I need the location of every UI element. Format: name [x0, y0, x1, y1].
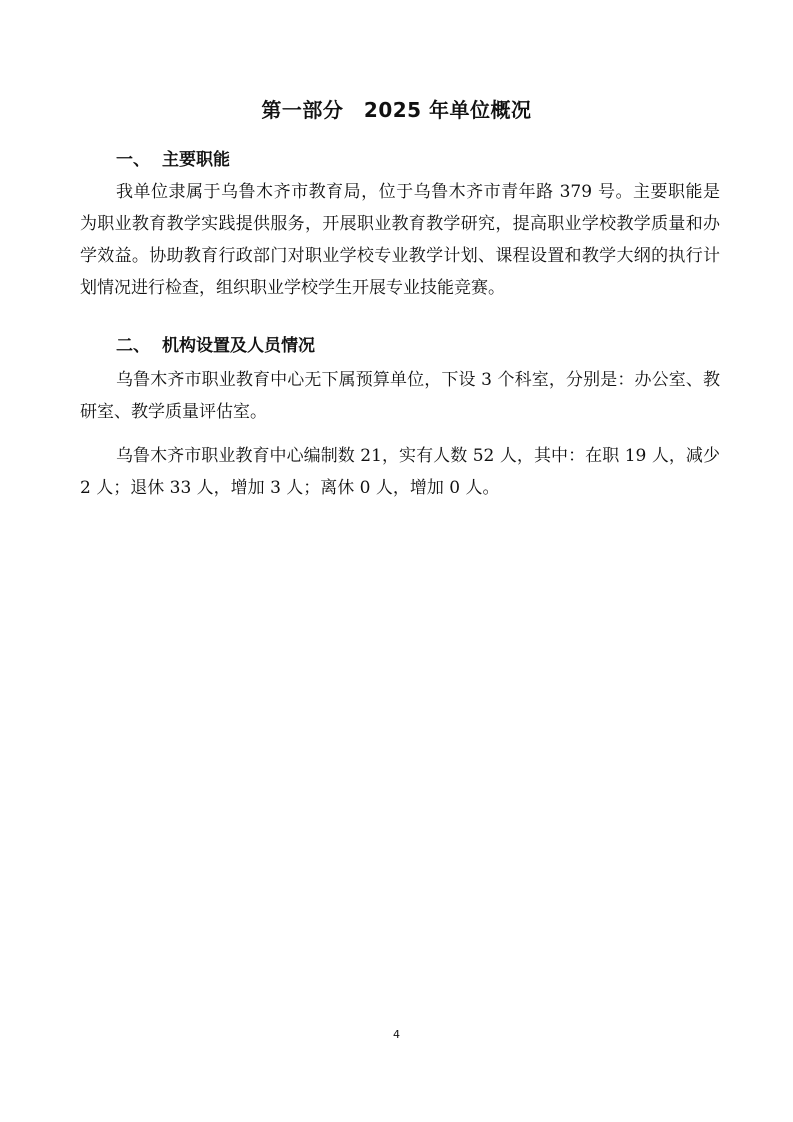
section-heading-organization — [116, 334, 315, 358]
section-heading-text: 机构设置及人员情况 — [162, 336, 315, 356]
paragraph-staffing: 乌鲁木齐市职业教育中心编制数 21，实有人数 52 人，其中：在职 19 人，减少 2 人；退休 33 人，增加 3 人；离休 0 人，增加 0 人。 — [80, 446, 720, 498]
section-number: 一、 — [116, 150, 150, 170]
section-heading-text: 主要职能 — [162, 150, 230, 170]
paragraph-functions: 我单位隶属于乌鲁木齐市教育局，位于乌鲁木齐市青年路 379 号。主要职能是为职业教育教学实践提供服务，开展职业教育教学研究，提高职业学校教学质量和办学效益。协助教育行政部门对职业学校专业教学计划、课程设置和教学大纲的执行计划情况进行检查，组织职业学校学生开展专业技能竞赛。 — [80, 182, 720, 298]
section-heading-functions — [116, 148, 230, 172]
section-number: 二、 — [116, 336, 150, 356]
paragraph-departments: 乌鲁木齐市职业教育中心无下属预算单位，下设 3 个科室，分别是：办公室、教研室、教学质量评估室。 — [80, 370, 720, 422]
page-title: 第一部分 2025 年单位概况 — [261, 98, 532, 122]
page-number: 4 — [393, 1028, 400, 1041]
